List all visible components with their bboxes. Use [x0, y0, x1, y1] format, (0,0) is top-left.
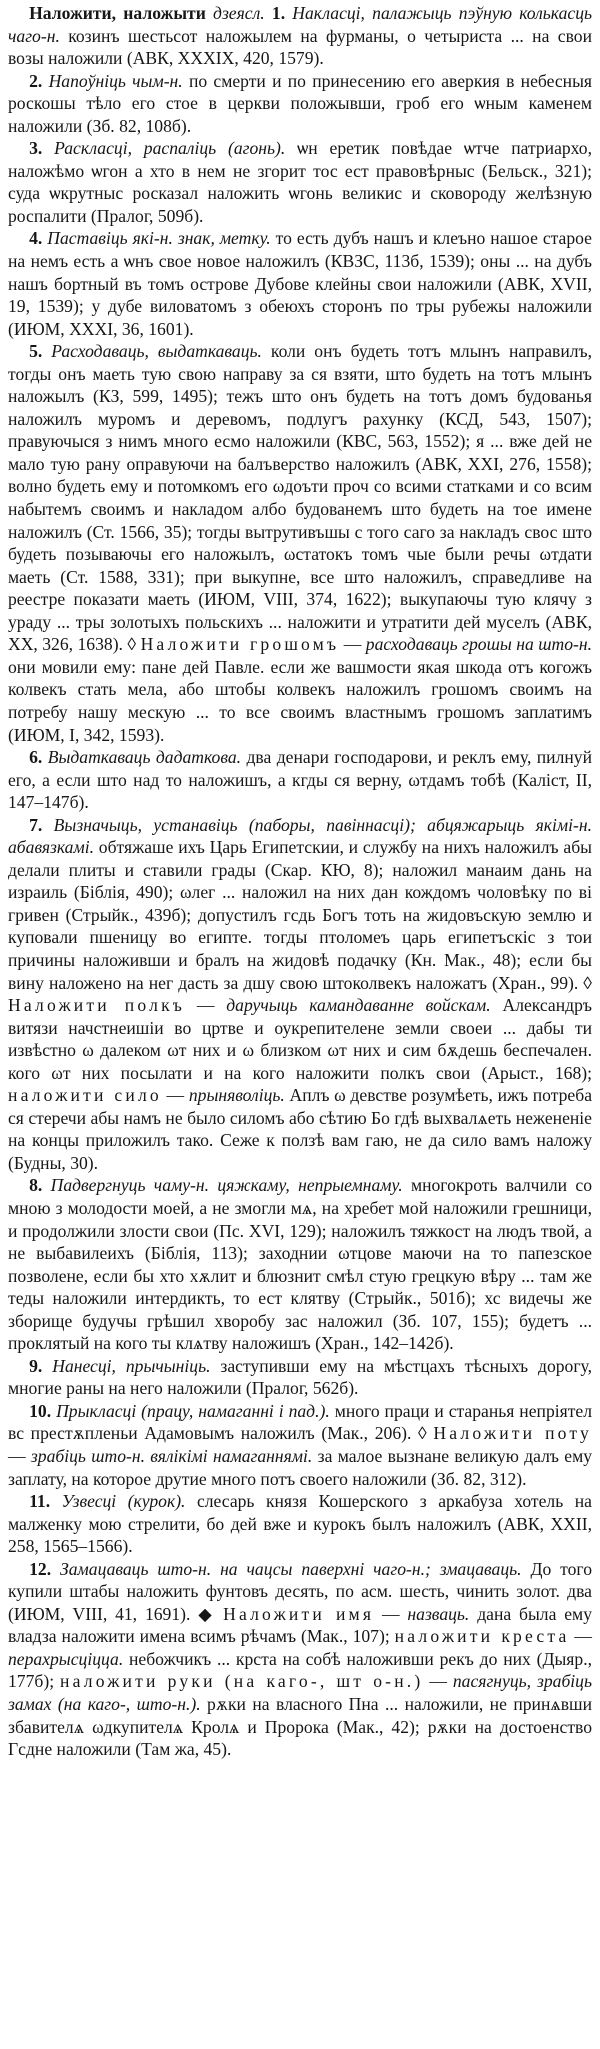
- dictionary-entry: [8, 746, 592, 814]
- entry-text: —: [374, 1603, 408, 1624]
- entry-definition: Выдаткаваць дадаткова.: [47, 747, 242, 768]
- entry-definition: Замацаваць што-н. на чацсы паверхні чаго-н.; змацаваць.: [60, 1558, 522, 1579]
- entry-text: [42, 138, 54, 158]
- dictionary-entry: [8, 340, 592, 746]
- entry-phrase: Наложити грошомъ: [140, 634, 340, 655]
- entry-text: [42, 1356, 52, 1376]
- dictionary-entry: [8, 1490, 592, 1558]
- entry-headword: 8.: [29, 1175, 43, 1196]
- entry-phrase: Наложити поту: [433, 1423, 592, 1444]
- entry-text: —: [339, 634, 366, 655]
- entry-headword: 10.: [29, 1400, 52, 1421]
- entry-text: обтяжаше ихъ Царь Египетскии, и службу на нихъ наложилъ абы делали плиты и ставили грады (Скар. КЮ, 8); наложил манаим дань на израиль (Біблія, 490); ωлег ... наложил на них дан кождомъ чоловѣку по ві гривен (Стрыйк., 439б); допустилъ гсдь Богъ тоть на жидовъскую землю и куповали пшеницу во египте. тогды птоломеъ царь египетъскіс з тои причины наложивши и бралъ на жидовѣ подачку (Кн. Мак., 48); если бы вину наложено на нег дасть за дшу свою штоколвекъ наложатъ (Хран., 99). ◊: [8, 837, 592, 993]
- entry-text: [42, 1175, 50, 1195]
- entry-text: —: [8, 1446, 31, 1466]
- entry-text: [51, 1559, 60, 1579]
- entry-text: небожчикъ ... крста на собѣ наложивши рекъ до них (Дыяр., 177б);: [8, 1648, 592, 1692]
- dictionary-entry: [8, 1174, 592, 1354]
- entry-headword: 12.: [29, 1558, 52, 1579]
- entry-definition: расходаваць грошы на што-н.: [365, 634, 592, 655]
- entry-text: рѫки на власного Пна ... наложили, не принѧвши збавителѧ ωдкупителѧ Кролѧ и Пророка (Мак., 42); рѫки на достоенство Гсдне наложили (Там жа, 45).: [8, 1694, 593, 1760]
- entry-headword: 1.: [271, 3, 286, 23]
- entry-text: [206, 3, 213, 23]
- entry-text: слесарь князя Кошерского з аркабуза хотель на малженку мою стрелити, бо дей вже и курокъ былъ наложилъ (АВК, XXII, 258, 1565–1566).: [8, 1491, 592, 1557]
- entry-text: До того купили штабы наложить фунтовъ десять, по асм. шесть, чинить золот. два (ИЮМ, VIII, 41, 1691). ◆: [8, 1558, 592, 1624]
- entry-headword: 3.: [29, 138, 43, 159]
- entry-phrase: Наложити полкъ: [8, 995, 186, 1016]
- entry-text: коли онъ будеть тотъ млынъ направилъ, тогды онъ маеть тую свою направу за ся взяти, што будеть на тотъ млынъ наложылъ (КЗ, 599, 1495); тежъ што онъ будеть на тотъ домъ будованья наложилъ муромъ и деревомъ, подлугъ рахунку (КСД, 543, 1507); правуючыся з нимъ много есмо наложили (КВС, 563, 1552); я ... вже дей не мало тую рану оправуючи на балъверство наложилъ (АВК, XXI, 276, 1558); волно будеть ему и потомкомъ его ωдоъти проч со всими статками и со всим набытемъ своимъ и накладом албо будованемъ што будеть на тое имене наложилъ (Ст. 1566, 35); тогды вытрутивъшы с того саго за накладъ свос што будеть позываючы его наложылъ, ωстатокъ томъ чые были речы ωтдати маеть (Ст. 1588, 331); при выкупне, все што наложилъ, справедливе на реестре показати маеть (ИЮМ, VIII, 374, 1622); выкупаючы тую клячу з ураду ... тры золотыхъ польскихъ ... наложити и утратити дей муселъ (АВК, XX, 326, 1638). ◊: [8, 341, 593, 655]
- dictionary-entry: [8, 70, 592, 138]
- entry-definition: Прыкласці (працу, намаганні і пад.).: [56, 1400, 330, 1421]
- entry-headword: 5.: [29, 341, 43, 362]
- entry-phrase: Наложити имя: [223, 1603, 375, 1624]
- entry-text: —: [423, 1671, 453, 1692]
- entry-definition: зрабіць што-н. вялікімі намаганнямі.: [30, 1446, 313, 1466]
- entry-text: козинъ шестьсот наложылем на фурманы, о четыриста ... на свои возы наложили (АВК, XXXIX, 420, 1579).: [8, 25, 592, 69]
- entry-text: два денари господарови, и реклъ ему, пилнуй его, а если што над то наложишъ, а кгды ся верну, ωтдамъ тобѣ (Каліст, II, 147–147б).: [8, 747, 592, 813]
- entry-text: [50, 1491, 62, 1511]
- entry-definition: Напоўніць чым-н.: [48, 70, 183, 91]
- entry-text: многокроть валчили со мною з молодости моей, а не змогли мѧ, на хребет мой наложили грешници, и продолжили злости свои (Пс. XVI, 129); наложилъ тяжкост на людъ твой, а не выбавилеихъ (Біблія, 113); заходнии ωтцове маючи на то папезское позволене, если бы хто хѫлит и блюзнит смѣл стую грецкую вѣру ... там же теды наложили интердикть, то ест клятву (Стрыйк., 501б); хс видечы же зборище будучы грѣшил хворобу зас наложил (Зб. 107, 155); будетъ ... проклятый на кого ты клѧтву наложишъ (Хран., 142–142б).: [8, 1175, 593, 1354]
- entry-text: дана была ему владза наложити имена всимъ рѣчамъ (Мак., 107);: [8, 1603, 592, 1647]
- entry-text: [42, 815, 53, 835]
- entry-definition: Вызначыць, устанавіць (паборы, павіннасці); абцяжарыць якімі-н. абавязкамі.: [8, 814, 592, 858]
- entry-headword: 2.: [29, 70, 43, 91]
- entry-definition: назваць.: [407, 1603, 470, 1624]
- entry-headword: 11.: [29, 1491, 51, 1512]
- entry-definition: Нанесці, прычыніць.: [52, 1355, 211, 1376]
- entry-text: заступивши ему на мѣстцахъ тѣсныхъ дорогу, многие раны на него наложили (Пралог, 562б).: [8, 1355, 592, 1399]
- entry-text: —: [185, 995, 227, 1016]
- entry-definition: Раскласці, распаліць (агонь).: [54, 138, 286, 159]
- entry-text: много праци и старанья непріятел вс престѫпленьи Адамовымъ наложилъ (Мак., 206). ◊: [8, 1400, 592, 1444]
- entry-definition: дзеясл.: [213, 3, 265, 23]
- entry-phrase: наложити сило: [8, 1085, 162, 1106]
- entry-definition: Расходаваць, выдаткаваць.: [51, 341, 262, 362]
- entry-text: [42, 341, 51, 361]
- entry-text: [265, 3, 272, 23]
- entry-headword: Наложити, наложыти: [29, 3, 206, 23]
- dictionary-entry: [8, 1400, 592, 1490]
- dictionary-entry: [8, 1558, 592, 1761]
- entry-definition: Паставіць які-н. знак, метку.: [47, 228, 271, 249]
- entry-headword: 6.: [29, 747, 43, 768]
- entry-text: Александръ витязи начстнеишіи во цртве и оукрепителене земли своеи ... дабы ти извѣстно ω далеком ωт них и ω близком ωт них и сим бѫдешь беспечален. кого ωт них посылати и на кого наложити полкъ свои (Арыст., 168);: [8, 995, 592, 1083]
- dictionary-entry: [8, 2, 592, 70]
- entry-definition: Накласці, палажыць пэўную колькасць чаго-н.: [8, 3, 592, 46]
- entry-text: то есть дубъ нашъ и клеъно нашое старое на немъ есть а ѡнъ свое новое наложилъ (КВЗС, 113б, 1539); оны ... на дубъ нашъ бортный въ томъ острове Дубове клейны свои наложили (АВК, XVII, 19, 1539); у дубе виловатомъ з обеюхъ сторонъ по тры рубежы наложили (ИЮМ, XXXI, 36, 1601).: [8, 228, 592, 339]
- entry-text: Аплъ ω девстве розумѣеть, ижъ потреба ся стеречи абы намъ не было силомъ або сѣтию Бо гдѣ выхвалѧеть нежененіе на концы приложилъ тако. Сеже к ползѣ вам гаю, не да сило вамъ наложу (Будны, 30).: [8, 1085, 593, 1173]
- entry-definition: пасягнуць, зрабіць замах (на каго-, што-н.).: [8, 1671, 592, 1715]
- dictionary-entry: [8, 1355, 592, 1400]
- entry-headword: 7.: [29, 814, 43, 835]
- dictionary-entry: [8, 227, 592, 340]
- entry-text: —: [161, 1085, 189, 1106]
- entry-headword: 4.: [29, 228, 43, 249]
- entry-definition: Падвергнуць чаму-н. цяжкаму, непрыемнаму.: [50, 1175, 403, 1196]
- entry-definition: перахрысціцца.: [8, 1648, 124, 1669]
- entry-text: —: [569, 1626, 592, 1647]
- entry-text: ѡн еретик повѣдае ѡтче патриархо, наложѣмо ѡгон а хто в нем не згорит тос ест правовѣрныс (Бельск., 321); суда ѡкрутныс росказал наложить ѡгонь великис и сковороду желѣзную роспалити (Пралог, 509б).: [8, 138, 592, 226]
- entry-definition: даручыць камандаванне войскам.: [226, 995, 491, 1016]
- entry-phrase: наложити креста: [394, 1626, 570, 1647]
- entry-text: за малое вызнане великую далъ ему заплату, на которое друтие много потъ своего наложили (Зб. 82, 312).: [8, 1446, 592, 1489]
- dictionary-entry: [8, 137, 592, 227]
- dictionary-entry: [8, 814, 592, 1175]
- entry-phrase: наложити руки (на каго-, шт о-н.): [60, 1671, 424, 1692]
- entry-definition: прыняволіць.: [188, 1085, 285, 1106]
- entry-text: по смерти и по принесению его аверкия в небесныя роскошы тѣло его стое в церкви положывши, гроб его ѡным каменем наложили (Зб. 82, 108б).: [8, 70, 593, 136]
- entry-headword: 9.: [29, 1355, 43, 1376]
- entry-definition: Узвесці (курок).: [61, 1491, 186, 1512]
- entry-text: они мовили ему: пане дей Павле. если же вашмости якая шкода отъ когожъ колвекъ стать мела, або штобы колвекъ наложилъ грошомъ своимъ на потребу нашу мескую ... то все своимъ властнымъ грошомъ заплатимъ (ИЮМ, I, 342, 1593).: [8, 656, 592, 745]
